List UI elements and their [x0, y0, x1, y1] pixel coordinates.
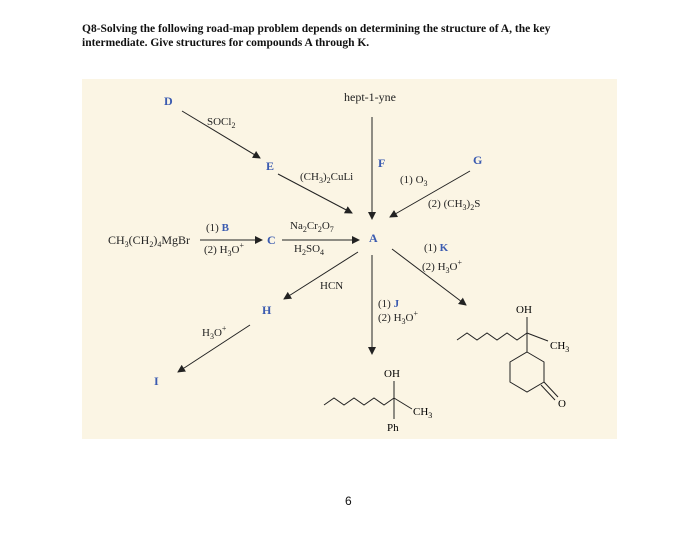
product-J-ph: Ph — [387, 422, 399, 434]
question-text — [82, 22, 622, 50]
product-K-ch3: $CH_3$ — [550, 340, 570, 354]
label-I: I — [154, 374, 159, 388]
reagent-h3o-i: $H_3O^+$ — [202, 324, 227, 341]
reagent-step2-h3o-k: (2) $H_3O^+$ — [422, 258, 462, 275]
reagent-step1-B: (1) B — [206, 222, 229, 234]
product-K-o: O — [558, 398, 566, 410]
question-line-2: intermediate. Give structures for compounds A through K. — [82, 37, 370, 49]
reagent-o3: (1) $O_3$ — [400, 174, 428, 188]
label-D: D — [164, 94, 173, 108]
roadmap-panel — [82, 79, 617, 439]
label-H: H — [262, 303, 272, 317]
reagent-h2so4: $H_2SO_4$ — [294, 243, 325, 257]
reagent-step1-K: (1) K — [424, 242, 449, 254]
reagent-hcn: HCN — [320, 280, 344, 292]
reagent-na2cr2o7: $Na_2Cr_2O_7$ — [290, 220, 334, 234]
reagent-socl2: SOCl$_2$ — [207, 116, 236, 130]
arrow-A-K — [392, 249, 466, 305]
label-A: A — [369, 231, 378, 245]
label-F: F — [378, 156, 386, 170]
roadmap-diagram — [82, 79, 617, 439]
label-G: G — [473, 153, 483, 167]
product-K-structure — [457, 304, 569, 410]
reagent-hept-1-yne: hept-1-yne — [344, 90, 396, 104]
product-J-structure — [324, 368, 432, 434]
reagent-step2-h3o: (2) $H_3O^+$ — [204, 241, 244, 258]
page-number: 6 — [345, 494, 352, 508]
reagent-step1-J: (1) J — [378, 298, 400, 310]
reagent-grignard: $CH_3(CH_2)_4MgBr$ — [108, 233, 191, 249]
reagent-step2-h3o-j: (2) $H_3O^+$ — [378, 309, 418, 326]
label-C: C — [267, 233, 276, 247]
label-E: E — [266, 159, 275, 173]
product-K-oh: OH — [516, 304, 532, 316]
reagent-dms: (2) $(CH_3)_2S$ — [428, 198, 481, 212]
product-J-ch3: $CH_3$ — [413, 406, 433, 420]
reagent-cuprate: $(CH_3)_2CuLi$ — [300, 171, 354, 185]
question-line-1: Q8-Solving the following road-map problem depends on determining the structure of A, the key — [82, 23, 551, 35]
product-J-oh: OH — [384, 368, 400, 380]
